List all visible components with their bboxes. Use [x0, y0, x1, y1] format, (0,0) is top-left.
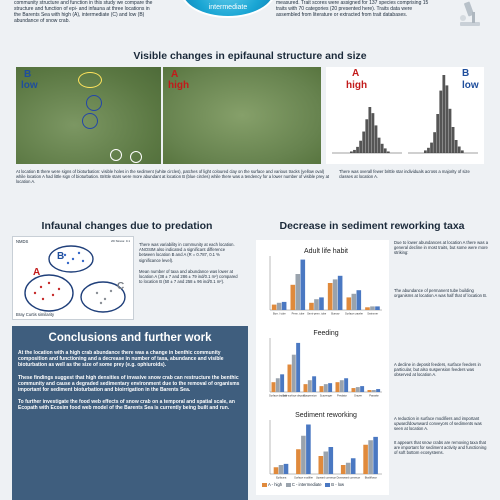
section-title-predation: Infaunal changes due to predation [41, 220, 213, 232]
bar [368, 440, 373, 474]
predation-text-2: Mean number of taxa and abundance was lower at location A (38 ± 7 and 286 ± 79 ind/0.1 m²) compared to location B (50 ± 7 and 258 ± 96 ind/0.1 m²). [139, 268, 238, 285]
tick-label: Downward conveyor [336, 476, 361, 480]
histogram-bar [452, 127, 455, 153]
bar [274, 467, 279, 474]
tick-label: Perm. tube [291, 312, 305, 316]
bar [352, 294, 357, 310]
photo-b-label: B [24, 69, 32, 80]
microscope-icon [452, 0, 488, 28]
chart-legend [262, 482, 387, 492]
reworking-note-4: A reduction in surface modifiers and important upward/downward conveyors of sediments was seen at location A. [394, 416, 482, 432]
hist-a-sublabel: high [346, 80, 368, 91]
chart-title: Sediment reworking [295, 412, 357, 419]
reworking-note-2: The abundance of permanent tube building organisms at location A was half that of location B. [394, 288, 488, 299]
conclusions-paragraph-1: At the location with a high crab abundance there was a change in benthic community composition and functioning and a decrease in number of taxa, abundance and visible bioturbation as well as the size of some prey (e.g. ophiuroids). [18, 350, 224, 369]
tick-label: Upward conveyor [315, 476, 337, 480]
photo-b-sublabel: low [21, 80, 38, 91]
legend-b: B - low [331, 482, 345, 487]
bar [356, 387, 360, 392]
tick-label: Burr. / tube [272, 312, 286, 316]
tick-label: Sub-surface deposit [282, 394, 306, 398]
bar [324, 384, 328, 392]
bar [279, 465, 284, 474]
histogram-bar [427, 148, 430, 153]
histogram-bar [381, 144, 384, 153]
nmds-svg [13, 237, 135, 321]
seafloor-photo-location-b [16, 67, 161, 164]
nmds-group-b-label: B [57, 251, 65, 262]
histogram-bar [384, 148, 387, 153]
tick-label: Grazer [354, 394, 362, 398]
bar [329, 447, 334, 474]
conclusions-panel [12, 326, 248, 500]
bar [301, 436, 306, 474]
bar [365, 307, 370, 310]
traits-bar-charts [256, 240, 389, 495]
nmds-title: NMDS [16, 239, 29, 244]
bar [340, 380, 344, 392]
intro-right-text: measured. Trait scores were assigned for 137 species comprising 15 traits with 70 categories (20 presented here). Traits data were assembled from literature or extracted from trait databases. [276, 0, 429, 18]
histogram-bar [372, 113, 375, 153]
histogram-bar [430, 143, 433, 153]
seafloor-photo-location-a [163, 67, 321, 164]
bar [338, 276, 343, 310]
nmds-footer: Bray Curtis similarity [16, 312, 55, 317]
bar [301, 260, 306, 310]
tick-label: Parasite [369, 394, 379, 398]
photo-a-sublabel: high [168, 80, 190, 91]
conclusions-paragraph-3: To further investigate the food web effects of snow crab on a temporal and spatial scale, an Ecopath with Ecosim food web model of the Barents Sea is currently being built and run. [18, 399, 235, 412]
hist-b-sublabel: low [462, 80, 479, 91]
predation-text-1: There was variability in community at each location. ANOSIM also indicated a significant difference between location B and A (R = 0.787, 0.1 % significance level). [139, 242, 235, 263]
bar [328, 283, 333, 310]
histogram-bar [359, 141, 362, 153]
histogram-bar [439, 91, 442, 153]
tick-label: Swimmer [367, 312, 379, 316]
tick-label: Biodiffusor [364, 476, 377, 480]
bar [280, 374, 284, 392]
brittle-star-size-histograms [326, 67, 484, 164]
bar [360, 386, 364, 392]
burrow-white-circle [130, 151, 142, 163]
bar [376, 389, 380, 392]
histogram-caption: There was overall fewer brittle star individuals across a majority of size classes at location A. [339, 169, 470, 180]
histogram-bar [458, 147, 461, 154]
bar [296, 449, 301, 474]
bar [357, 290, 362, 310]
histogram-bar [455, 140, 458, 153]
histogram-bar [368, 107, 371, 153]
tick-label: Surface deposit [268, 394, 288, 398]
histogram-bar [436, 114, 439, 153]
chart-title: Feeding [313, 330, 339, 337]
bar [296, 274, 301, 310]
bar [372, 390, 376, 392]
nmds-group-c-label: C [117, 281, 125, 292]
reworking-note-1: Due to lower abundances at location A there was a general decline in most traits, but some were more striking: [394, 240, 489, 256]
brittle-star-blue-circle [86, 95, 102, 111]
bar [308, 380, 312, 392]
histogram-location-b [424, 75, 464, 153]
bar [309, 303, 314, 310]
bar [352, 388, 356, 392]
bar [363, 445, 368, 474]
histogram-bar [442, 75, 445, 153]
legend-swatch-a [262, 483, 267, 487]
histogram-bar [356, 147, 359, 153]
nmds-stress: 2D Stress: 0.1 [110, 239, 130, 243]
legend-swatch-b [325, 483, 330, 487]
bar [306, 425, 311, 475]
bar [288, 365, 292, 392]
histogram-bar [362, 132, 365, 153]
bar [328, 383, 332, 392]
photo-a-label: A [171, 69, 179, 80]
histogram-bar [461, 150, 464, 153]
bar [292, 355, 296, 392]
bar [282, 302, 287, 310]
bar [296, 343, 300, 392]
bar [373, 437, 378, 474]
bar [284, 464, 289, 474]
traits-svg [256, 240, 389, 495]
brittle-star-blue-circle [82, 113, 98, 129]
bar [291, 285, 296, 310]
conclusions-title: Conclusions and further work [48, 332, 212, 344]
tick-label: Epifauna [276, 476, 287, 480]
section-title-reworking: Decrease in sediment reworking taxa [279, 220, 465, 232]
bar [375, 306, 380, 310]
predation-text [139, 242, 239, 284]
tick-label: Surface crawler [344, 312, 364, 316]
bar [341, 465, 346, 474]
histogram-bar [449, 109, 452, 153]
tick-label: Semi-perm. tube [307, 312, 327, 316]
histogram-bar [433, 132, 436, 153]
bar [277, 303, 282, 310]
nmds-plot [12, 236, 134, 320]
bar [276, 378, 280, 392]
tick-label: Scavenger [319, 394, 333, 398]
bar [314, 299, 319, 310]
reworking-note-5: It appears that snow crabs are removing taxa that are important for sediment activity and functioning of soft bottom ecosystems. [394, 440, 487, 456]
tick-label: Predator [337, 394, 347, 398]
badge-label: intermediate [208, 4, 248, 11]
histogram-bar [353, 150, 356, 153]
bar [347, 297, 352, 310]
bar [272, 382, 276, 392]
bar [368, 390, 372, 392]
hist-a-label: A [352, 68, 360, 79]
location-badge [180, 0, 276, 18]
chart-title: Adult life habit [304, 248, 348, 255]
hist-b-label: B [462, 68, 470, 79]
bar [346, 463, 351, 474]
reworking-note-3: A decline in deposit feeders, surface feeders in particular, but also suspension feeders was observed at location A. [394, 362, 481, 378]
histogram-bar [446, 85, 449, 153]
photo-caption: At location B there were signs of bioturbation: visible holes in the sediment (white circles), patches of light coloured clay on the surface and various tracks (yellow oval) while location A had little sign of bioturbation. Brittle stars were more abundant at location B (blue circles) while there was a tendency for a lower number of visible prey at location A. [16, 169, 330, 185]
section-title-visible-changes: Visible changes in epifaunal structure and size [133, 50, 367, 62]
legend-c: C - intermediate [291, 482, 322, 487]
histogram-bar [375, 125, 378, 153]
track-yellow-oval [78, 72, 102, 88]
nmds-group-a-label: A [33, 267, 41, 278]
conclusions-paragraph-2: These findings suggest that high densities of invasive snow crab can restructure the benthic community and cause a degraded sedimentary environment due to the removal of organisms important for sediment bioturbation and bioirrigation in the Barents Sea. [18, 374, 240, 394]
intro-left-text: community structure and function in this study we compare the structure and function of epi- and infauna at three locations in the Barents Sea with high (A), intermediate (C) and low (B) abundance of snow crab. [14, 0, 153, 24]
bar [319, 456, 324, 474]
legend-swatch-c [286, 483, 291, 487]
histogram-bar [424, 150, 427, 153]
bar [324, 452, 329, 475]
tick-label: Suspension [303, 394, 317, 398]
bar [333, 279, 338, 310]
bar [319, 297, 324, 310]
histogram-bar [378, 138, 381, 153]
burrow-white-circle [110, 149, 122, 161]
legend-a: A - high [267, 482, 283, 487]
bar [320, 386, 324, 392]
tick-label: Surface modifier [294, 476, 314, 480]
tick-label: Burrow [331, 312, 340, 316]
bar [336, 382, 340, 392]
bar [312, 376, 316, 392]
bar [304, 384, 308, 392]
histogram-location-a [350, 107, 390, 153]
bar [351, 458, 356, 474]
bar [344, 378, 348, 392]
histogram-bar [365, 119, 368, 153]
bar [272, 305, 277, 310]
bar [370, 306, 375, 310]
